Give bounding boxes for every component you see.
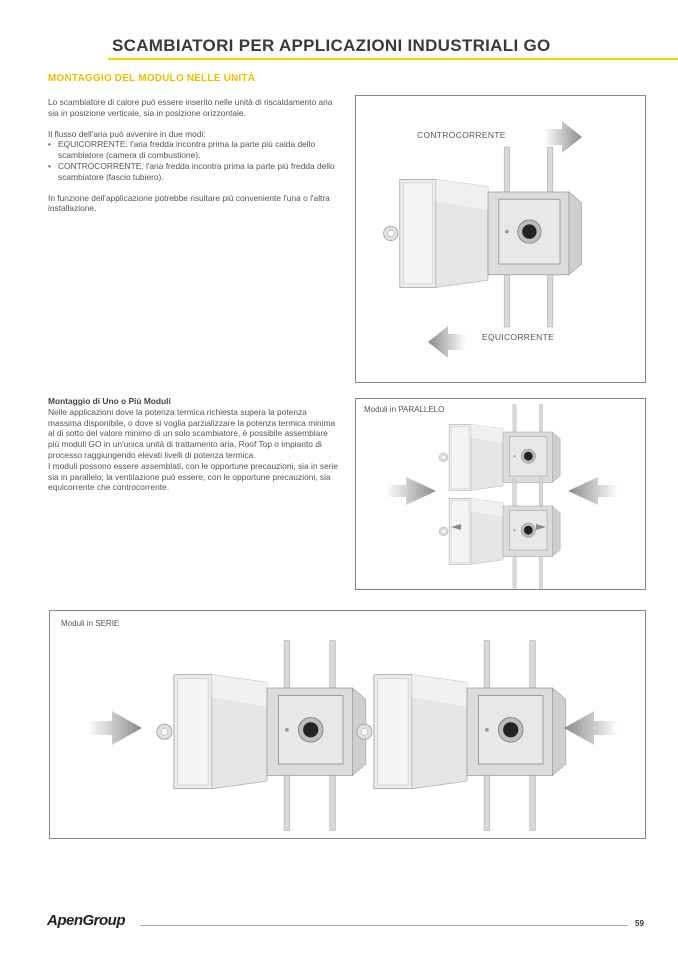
intro-paragraph: Lo scambiatore di calore può essere inserito nelle unità di riscaldamento aria sia in posizione verticale, sia in posizione orizzontale.	[48, 97, 333, 118]
flow-list	[48, 139, 340, 182]
heat-exchanger-unit-left	[157, 641, 366, 831]
label-controcorrente: CONTROCORRENTE	[417, 130, 506, 140]
modules-paragraph-1: Nelle applicazioni dove la potenza termica richiesta supera la potenza massima disponibile, o dove si voglia parzializzare la potenza termica minima al di sotto del valore minimo di un solo scambiatore, è possibile assemblare più moduli GO in un'unica unità di trattamento aria, Roof Top o impianto di processo raggiungendo elevati livelli di potenza termica.	[48, 406, 336, 460]
heat-exchanger-unit-right	[357, 641, 566, 831]
parallel-diagram	[355, 398, 646, 590]
intro-text	[48, 97, 340, 224]
modules-paragraph-2: I moduli possono essere assemblati, con le opportune precauzioni, sia in serie sia in parallelo; la ventilazione può essere, con le opportune precauzioni, sia equicorrente che controcorrente.	[48, 460, 339, 493]
heat-exchanger-unit-bottom	[439, 479, 560, 589]
application-paragraph: In funzione dell'applicazione potrebbe risultare più conveniente l'una o l'altra installazione.	[48, 192, 330, 214]
arrow-left-icon	[568, 477, 618, 505]
page-title: SCAMBIATORI PER APPLICAZIONI INDUSTRIALI GO	[112, 36, 551, 55]
footer-divider	[140, 925, 628, 926]
modules-heading: Montaggio di Uno o Più Moduli	[48, 396, 171, 406]
arrow-left-icon	[564, 711, 618, 745]
arrow-right-icon	[88, 711, 142, 745]
label-parallel: Moduli in PARALLELO	[364, 405, 445, 414]
flow-intro: Il flusso dell'aria può avvenire in due modi:	[48, 128, 206, 139]
page-number: 59	[635, 919, 644, 928]
apengroup-logo: ApenGroup	[47, 912, 125, 929]
label-equicorrente: EQUICORRENTE	[482, 332, 555, 342]
flow-item-controcorrente: • CONTROCORRENTE: l'aria fredda incontra prima la parte più fredda dello scambiatore (fascio tubiero).	[48, 161, 340, 183]
flow-item-equicorrente: • EQUICORRENTE: l'aria fredda incontra prima la parte più calda dello scambiatore (camera di combustione).	[48, 139, 340, 161]
heat-exchanger-unit	[384, 147, 582, 327]
series-diagram	[49, 610, 646, 839]
arrow-left-icon	[428, 326, 466, 358]
series-illustration	[50, 611, 645, 838]
label-series: Moduli in SERIE	[61, 619, 120, 628]
parallel-illustration	[356, 399, 645, 589]
section-heading: MONTAGGIO DEL MODULO NELLE UNITÀ	[48, 73, 256, 84]
flow-diagram	[355, 95, 646, 383]
title-underline	[108, 58, 678, 60]
arrow-right-icon	[386, 477, 436, 505]
modules-text	[48, 396, 340, 493]
